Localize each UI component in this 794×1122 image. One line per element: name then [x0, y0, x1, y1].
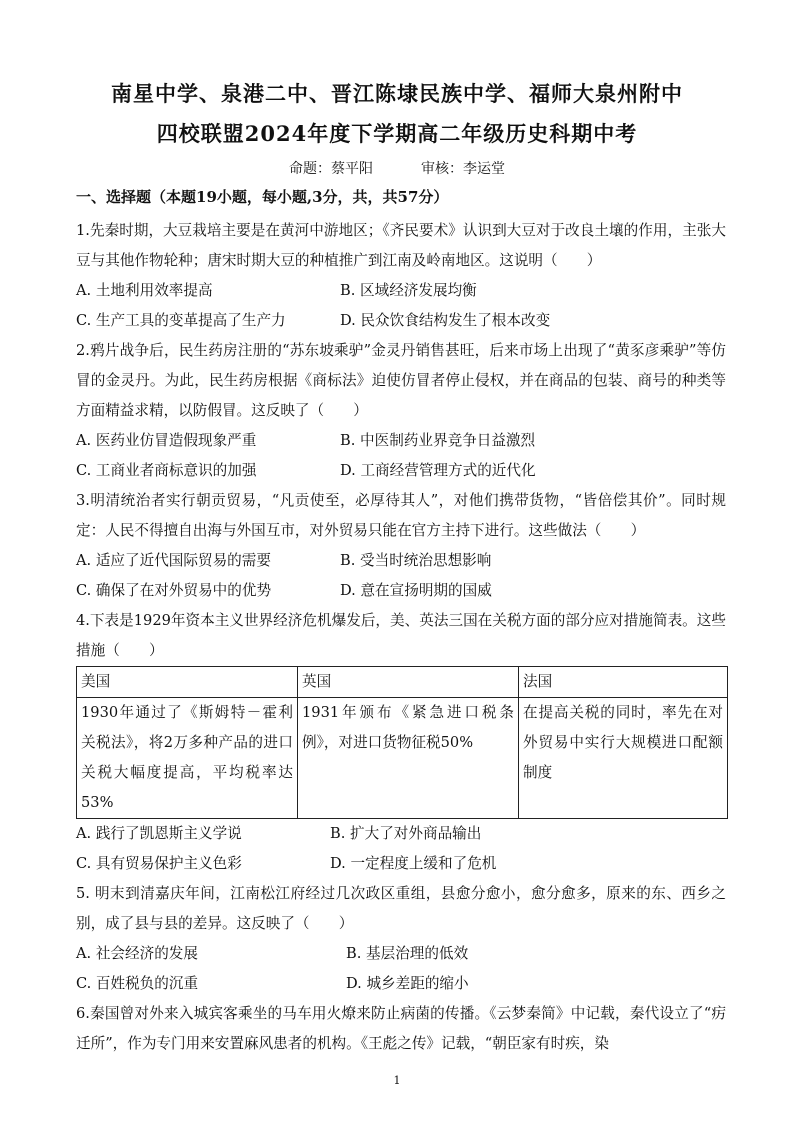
option-b[interactable]: B. 基层治理的低效 — [346, 945, 469, 962]
options-row — [76, 969, 726, 999]
reviewer-credit: 审核：李运堂 — [421, 161, 505, 177]
option-d[interactable]: D. 城乡差距的缩小 — [346, 975, 469, 992]
question-list — [76, 216, 726, 1059]
table-header-row — [77, 667, 728, 698]
page-number: 1 — [393, 1074, 401, 1087]
question-stem: 4.下表是1929年资本主义世界经济危机爆发后，美、英法三国在关税方面的部分应对措施简表。这些措施（ ） — [76, 612, 726, 659]
option-c[interactable]: C. 工商业者商标意识的加强 — [76, 462, 257, 479]
option-c[interactable]: C. 百姓税负的沉重 — [76, 975, 199, 992]
section-title: 一、选择题（本题19小题，每小题,3分，共，共57分） — [76, 188, 449, 206]
option-d[interactable]: D. 意在宣扬明期的国威 — [340, 582, 492, 599]
question-stem: 3.明清统治者实行朝贡贸易，“凡贡使至，必厚待其人”，对他们携带货物，“皆倍偿其价”。同时规定：人民不得擅自出海与外国互市，对外贸易只能在官方主持下进行。这些做法（ ） — [76, 492, 726, 539]
option-a[interactable]: A. 社会经济的发展 — [76, 945, 198, 962]
tariff-measures-table — [76, 666, 728, 819]
option-c[interactable]: C. 确保了在对外贸易中的优势 — [76, 582, 272, 599]
options-row — [76, 546, 726, 576]
question-stem: 5. 明末到清嘉庆年间，江南松江府经过几次政区重组，县愈分愈小，愈分愈多，原来的东、西乡之别，成了县与县的差异。这反映了（ ） — [76, 885, 726, 932]
table-cell: 在提高关税的同时，率先在对外贸易中实行大规模进口配额制度 — [519, 698, 728, 819]
exam-title-line1: 南星中学、泉港二中、晋江陈埭民族中学、福师大泉州附中 — [111, 81, 683, 106]
option-a[interactable]: A. 践行了凯恩斯主义学说 — [76, 825, 242, 842]
table-header-cell: 法国 — [519, 667, 728, 698]
option-d[interactable]: D. 一定程度上缓和了危机 — [330, 855, 497, 872]
options-row — [76, 306, 726, 336]
option-c[interactable]: C. 生产工具的变革提高了生产力 — [76, 312, 286, 329]
options-row — [76, 456, 726, 486]
author-credit: 命题：蔡平阳 — [289, 161, 373, 177]
options-row — [76, 276, 726, 306]
table-row — [77, 698, 728, 819]
option-c[interactable]: C. 具有贸易保护主义色彩 — [76, 855, 242, 872]
option-d[interactable]: D. 民众饮食结构发生了根本改变 — [340, 312, 551, 329]
option-b[interactable]: B. 扩大了对外商品输出 — [330, 825, 482, 842]
question-stem: 1.先秦时期，大豆栽培主要是在黄河中游地区；《齐民要术》认识到大豆对于改良土壤的作用，主张大豆与其他作物轮种；唐宋时期大豆的种植推广到江南及岭南地区。这说明（ ） — [76, 222, 726, 269]
options-row — [76, 819, 726, 849]
option-a[interactable]: A. 适应了近代国际贸易的需要 — [76, 552, 271, 569]
options-row — [76, 849, 726, 879]
options-row — [76, 939, 726, 969]
question-stem: 2.鸦片战争后，民生药房注册的“苏东坡乘驴”金灵丹销售甚旺，后来市场上出现了“黄豕彦乘驴”等仿冒的金灵丹。为此，民生药房根据《商标法》迫使仿冒者停止侵权，并在商品的包装、商号的种类等方面精益求精，以防假冒。这反映了（ ） — [76, 342, 726, 419]
table-cell: 1931年颁布《紧急进口税条例》，对进口货物征税50% — [298, 698, 519, 819]
option-b[interactable]: B. 区域经济发展均衡 — [340, 282, 477, 299]
option-d[interactable]: D. 工商经营管理方式的近代化 — [340, 462, 536, 479]
table-header-cell: 英国 — [298, 667, 519, 698]
option-a[interactable]: A. 医药业仿冒造假现象严重 — [76, 432, 257, 449]
option-b[interactable]: B. 中医制药业界竞争日益激烈 — [340, 432, 536, 449]
table-cell: 1930年通过了《斯姆特－霍利关税法》，将2万多种产品的进口关税大幅度提高，平均税率达53% — [77, 698, 298, 819]
question-stem: 6.秦国曾对外来入城宾客乘坐的马车用火燎来防止病菌的传播。《云梦秦简》中记载，秦代设立了“疠迁所”，作为专门用来安置麻风患者的机构。《王彪之传》记载，“朝臣家有时疾，染 — [76, 1005, 726, 1052]
option-a[interactable]: A. 土地利用效率提高 — [76, 282, 213, 299]
table-header-cell: 美国 — [77, 667, 298, 698]
byline — [0, 158, 794, 178]
options-row — [76, 576, 726, 606]
option-b[interactable]: B. 受当时统治思想影响 — [340, 552, 492, 569]
options-row — [76, 426, 726, 456]
exam-title-line2: 四校联盟2024年度下学期高二年级历史科期中考 — [156, 121, 638, 146]
